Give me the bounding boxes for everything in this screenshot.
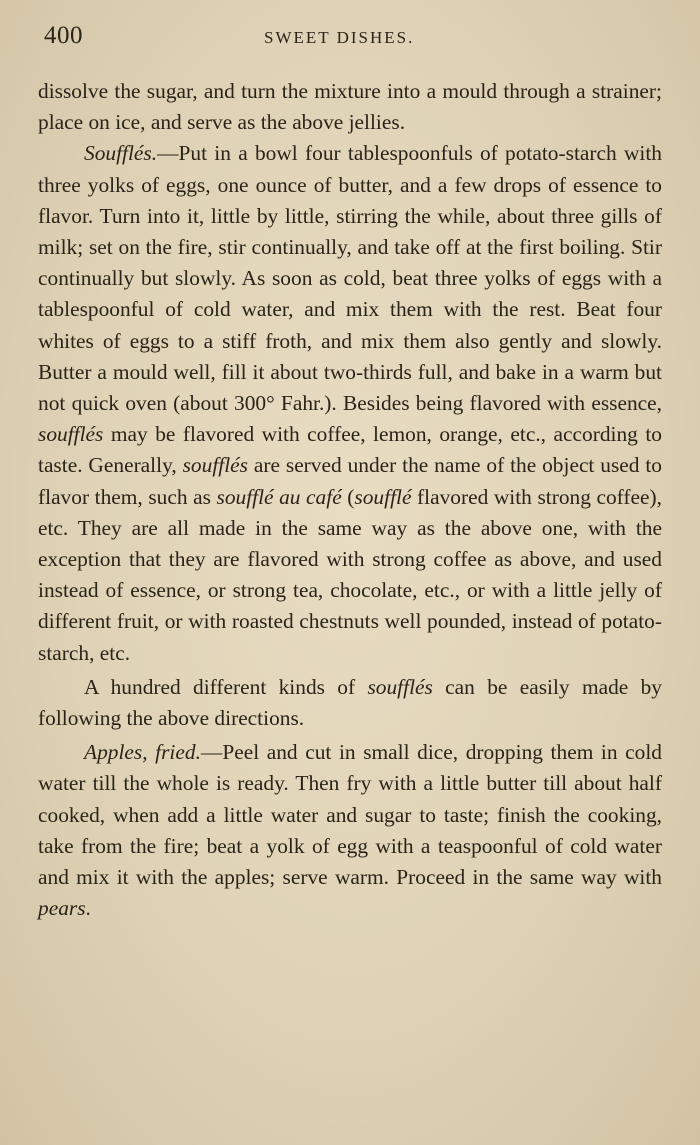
- paragraph-text: flavored with strong coffee), etc. They are all made in the same way as the above one, with the exception that they are flavored with strong coffee as above, and used instead of essence, or strong tea, chocolate, etc., or with a little jelly of different fruit, or with roasted chestnuts well pounded, instead of potato-starch, etc.: [38, 484, 662, 665]
- paragraph-text: .: [85, 896, 91, 921]
- paragraph-jellies-continued: [38, 76, 662, 138]
- recipe-title-apples-fried: Apples, fried.: [84, 740, 201, 765]
- italic-term: soufflés: [367, 674, 433, 699]
- paragraph-text: —Peel and cut in small dice, dropping them in cold water till the whole is ready. Then fry with a little butter till about half cooked, when add a little water and sugar to taste; finish the cooking, take from the fire; beat a yolk of egg with a teaspoonful of cold water and mix it with the apples; serve warm. Proceed in the same way with: [38, 740, 662, 890]
- paragraph-text: A hundred different kinds of: [84, 674, 368, 699]
- paragraph-text: dissolve the sugar, and turn the mixture into a mould through a strainer; place on ice, and serve as the above jellies.: [38, 79, 662, 135]
- paragraph-text: —Put in a bowl four tablespoonfuls of potato-starch with three yolks of eggs, one ounce of butter, and a few drops of essence to flavor. Turn into it, little by little, stirring the while, about three gills of milk; set on the fire, stir continually, and take off at the first boiling. Stir continually but slowly. As soon as cold, beat three yolks of eggs with a tablespoonful of cold water, and mix them with the rest. Beat four whites of eggs to a stiff froth, and mix them also gently and slowly. Butter a mould well, fill it about two-thirds full, and bake in a warm but not quick oven (about 300° Fahr.). Besides being flavored with essence,: [38, 141, 662, 416]
- page-number: 400: [44, 22, 83, 49]
- running-head: SWEET DISHES.: [264, 28, 415, 47]
- body-text: [38, 76, 662, 924]
- paragraph-text: can be easily made by following the above directions.: [38, 674, 662, 731]
- italic-term: soufflé au café: [216, 484, 342, 509]
- italic-term: soufflés: [182, 453, 248, 478]
- paragraph-souffles: [38, 138, 662, 668]
- paragraph-text: (: [341, 484, 355, 509]
- paragraph-hundred-kinds: [38, 672, 662, 734]
- italic-term: soufflé: [354, 484, 412, 509]
- page-header: [44, 22, 660, 54]
- recipe-title-souffles: Soufflés.: [84, 141, 158, 166]
- paragraph-apples-fried: [38, 737, 662, 924]
- italic-term: soufflés: [38, 422, 104, 447]
- italic-term: pears: [38, 896, 86, 921]
- paragraph-text: may be flavored with coffee, lemon, orange, etc., according to taste. Generally,: [38, 422, 662, 478]
- paragraph-text: are served under the name of the object used to flavor them, such as: [38, 453, 662, 509]
